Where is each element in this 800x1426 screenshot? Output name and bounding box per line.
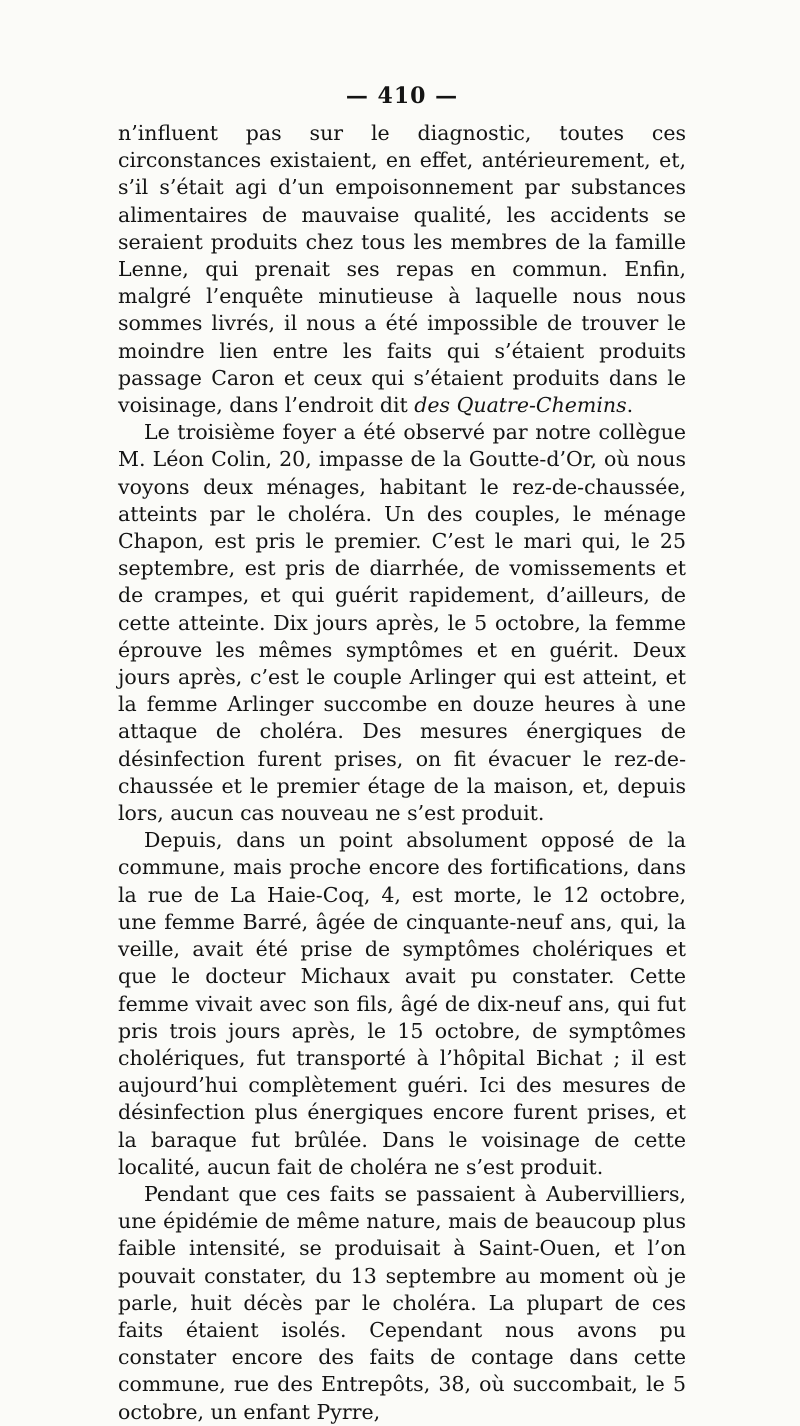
paragraph-third-focus: Le troisième foyer a été observé par notre collègue M. Léon Colin, 20, impasse de la Goutte-d’Or, où nous voyons deux ménages, habitant le rez-de-chaussée, atteints par le choléra. Un des couples, le ménage Chapon, est pris le premier. C’est le mari qui, le 25 septembre, est pris de diarrhée, de vomissements et de crampes, et qui guérit rapidement, d’ailleurs, de cette atteinte. Dix jours après, le 5 octobre, la femme éprouve les mêmes symptômes et en guérit. Deux jours après, c’est le couple Arlinger qui est atteint, et la femme Arlinger succombe en douze heures à une attaque de choléra. Des mesures énergiques de désinfection furent prises, on fit évacuer le rez-de-chaussée et le premier étage de la maison, et, depuis lors, aucun cas nouveau ne s’est produit. bbox=[118, 420, 686, 826]
paragraph-text: n’influent pas sur le diagnostic, toutes ces circonstances existaient, en effet, antérieurement, et, s’il s’était agi d’un empoisonnement par substances alimentaires de mauvaise qualité, les accidents se seraient produits chez tous les membres de la famille Lenne, qui prenait ses repas en commun. Enfin, malgré l’enquête minutieuse à laquelle nous nous sommes livrés, il nous a été impossible de trouver le moindre lien entre les faits qui s’étaient produits passage Caron et ceux qui s’étaient produits dans le voisinage, dans l’endroit dit bbox=[118, 121, 686, 418]
paragraph-continuation bbox=[118, 120, 686, 419]
paragraph-text-end: . bbox=[626, 393, 634, 418]
place-name-italic: des Quatre-Chemins bbox=[414, 393, 627, 418]
paragraph-haie-coq: Depuis, dans un point absolument opposé de la commune, mais proche encore des fortifications, dans la rue de La Haie-Coq, 4, est morte, le 12 octobre, une femme Barré, âgée de cinquante-neuf ans, qui, la veille, avait été prise de symptômes cholériques et que le docteur Michaux avait pu constater. Cette femme vivait avec son fils, âgé de dix-neuf ans, qui fut pris trois jours après, le 15 octobre, de symptômes cholériques, fut transporté à l’hôpital Bichat ; il est aujourd’hui complètement guéri. Ici des mesures de désinfection plus énergiques encore furent prises, et la baraque fut brûlée. Dans le voisinage de cette localité, aucun fait de choléra ne s’est produit. bbox=[118, 828, 686, 1179]
book-page bbox=[118, 80, 686, 1426]
page-number: — 410 — bbox=[345, 83, 459, 109]
paragraph-saint-ouen: Pendant que ces faits se passaient à Aubervilliers, une épidémie de même nature, mais de beaucoup plus faible intensité, se produisait à Saint-Ouen, et l’on pouvait constater, du 13 septembre au moment où je parle, huit décès par le choléra. La plupart de ces faits étaient isolés. Cependant nous avons pu constater encore des faits de contage dans cette commune, rue des Entrepôts, 38, où succombait, le 5 octobre, un enfant Pyrre, bbox=[118, 1181, 686, 1424]
